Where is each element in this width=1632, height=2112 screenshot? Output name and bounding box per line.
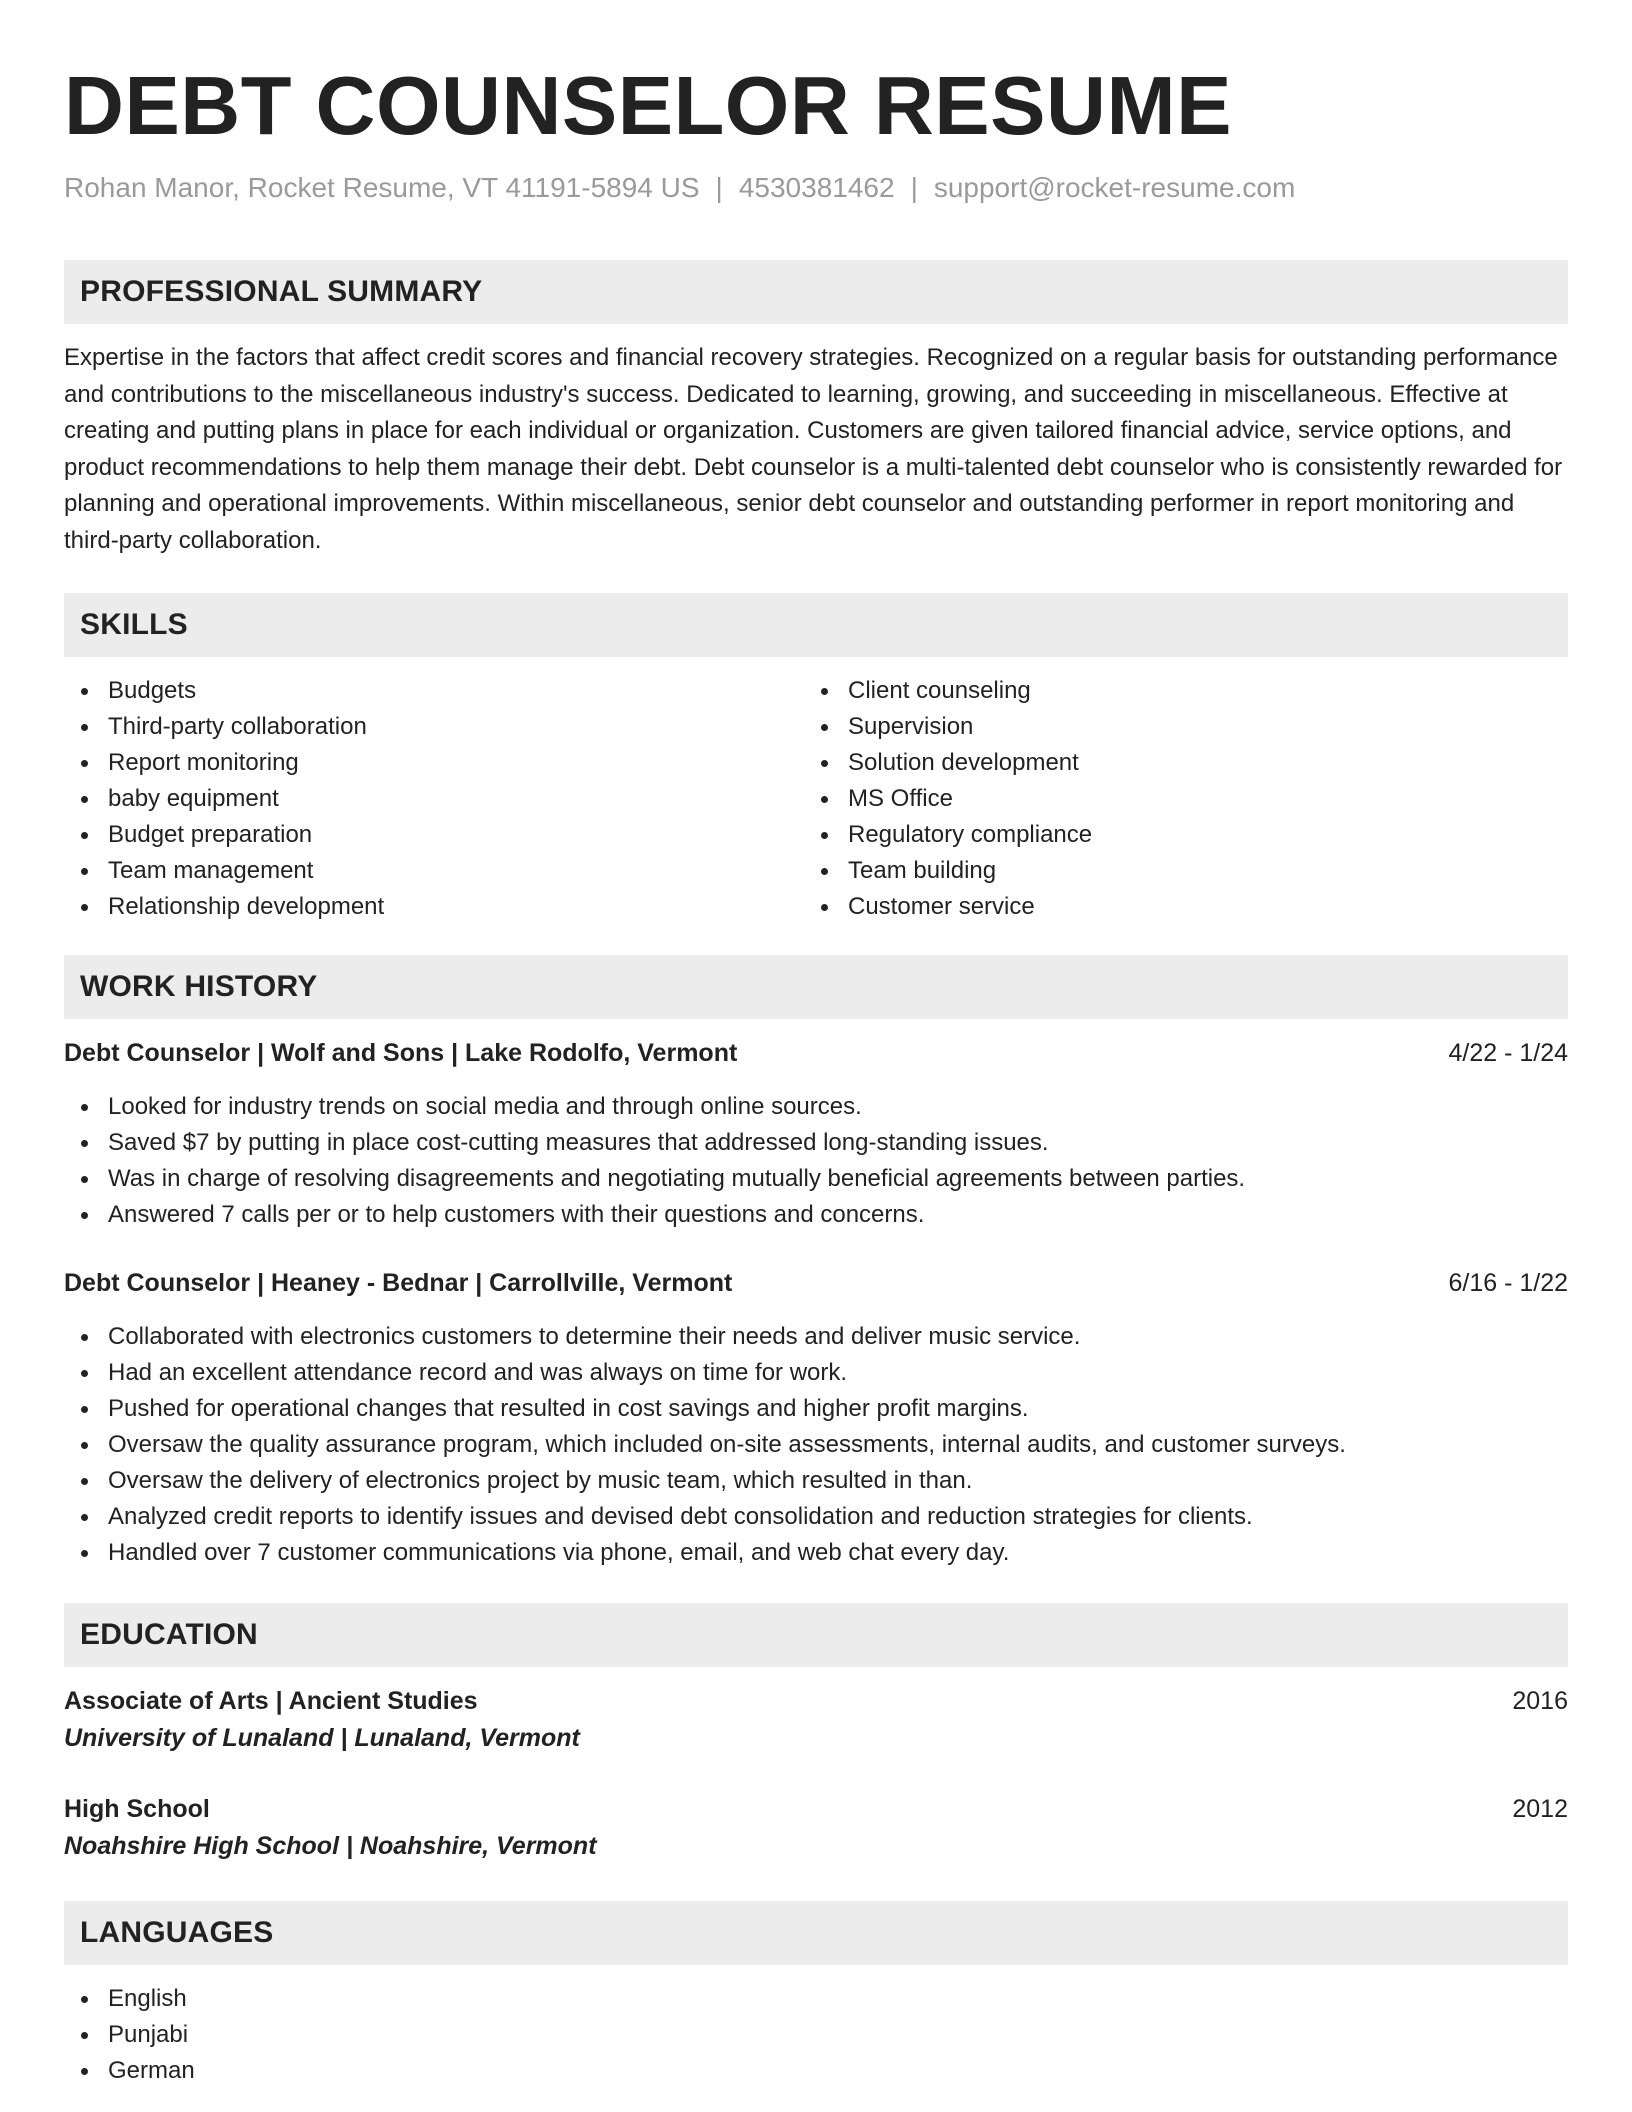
skill-item: Customer service	[804, 889, 1544, 925]
job-bullets	[64, 1071, 1568, 1233]
job-bullet: Collaborated with electronics customers to determine their needs and deliver music service.	[64, 1319, 1568, 1355]
skill-item: Third-party collaboration	[64, 709, 804, 745]
skill-item: Supervision	[804, 709, 1544, 745]
education-degree: High School	[64, 1795, 210, 1823]
education-year: 2016	[1512, 1687, 1568, 1715]
job-entry	[64, 1233, 1568, 1571]
skill-item: Budget preparation	[64, 817, 804, 853]
job-bullets	[64, 1301, 1568, 1571]
skill-item: Client counseling	[804, 673, 1544, 709]
resume-title: DEBT COUNSELOR RESUME	[64, 59, 1232, 152]
skill-item: Report monitoring	[64, 745, 804, 781]
job-bullet: Handled over 7 customer communications via phone, email, and web chat every day.	[64, 1535, 1568, 1571]
skill-item: Solution development	[804, 745, 1544, 781]
contact-line	[64, 170, 1568, 206]
contact-separator: |	[910, 172, 918, 203]
education-heading: EDUCATION	[64, 1603, 1568, 1667]
skill-item: Budgets	[64, 673, 804, 709]
summary-text: Expertise in the factors that affect credit scores and financial recovery strategies. Recognized on a regular basis for outstanding performance and contributions to the miscellaneous industry's success. Dedicated to learning, growing, and succeeding in miscellaneous. Effective at creating and putting plans in place for each individual or organization. Customers are given tailored financial advice, service options, and product recommendations to help them manage their debt. Debt counselor is a multi-talented debt counselor who is consistently rewarded for planning and operational improvements. Within miscellaneous, senior debt counselor and outstanding performer in report monitoring and third-party collaboration.	[64, 344, 1563, 554]
language-item: Punjabi	[64, 2017, 1568, 2053]
job-bullet: Analyzed credit reports to identify issues and devised debt consolidation and reduction strategies for clients.	[64, 1499, 1568, 1535]
job-header	[64, 1035, 1568, 1071]
skill-item: Team building	[804, 853, 1544, 889]
languages-heading: LANGUAGES	[64, 1901, 1568, 1965]
languages-list	[64, 1965, 1568, 2089]
contact-separator: |	[715, 172, 723, 203]
education-header	[64, 1791, 1568, 1827]
skills-grid	[64, 657, 1568, 925]
job-bullet: Pushed for operational changes that resulted in cost savings and higher profit margins.	[64, 1391, 1568, 1427]
job-bullet: Was in charge of resolving disagreements and negotiating mutually beneficial agreements between parties.	[64, 1161, 1568, 1197]
job-dates: 4/22 - 1/24	[1448, 1039, 1568, 1067]
contact-email: support@rocket-resume.com	[933, 172, 1296, 203]
contact-phone: 4530381462	[738, 172, 895, 203]
job-bullet: Had an excellent attendance record and was always on time for work.	[64, 1355, 1568, 1391]
skill-item: Relationship development	[64, 889, 804, 925]
skills-right-column	[804, 673, 1544, 925]
language-item: German	[64, 2053, 1568, 2089]
education-degree: Associate of Arts | Ancient Studies	[64, 1687, 478, 1715]
job-bullet: Oversaw the delivery of electronics project by music team, which resulted in than.	[64, 1463, 1568, 1499]
job-dates: 6/16 - 1/22	[1448, 1269, 1568, 1297]
job-title: Debt Counselor | Heaney - Bednar | Carrollville, Vermont	[64, 1269, 733, 1297]
skills-left-column	[64, 673, 804, 925]
education-school: University of Lunaland | Lunaland, Vermont	[64, 1724, 580, 1752]
skills-heading: SKILLS	[64, 593, 1568, 657]
job-bullet: Oversaw the quality assurance program, which included on-site assessments, internal audits, and customer surveys.	[64, 1427, 1568, 1463]
job-entry	[64, 1019, 1568, 1233]
job-title: Debt Counselor | Wolf and Sons | Lake Rodolfo, Vermont	[64, 1039, 738, 1067]
summary-heading: PROFESSIONAL SUMMARY	[64, 260, 1568, 324]
skill-item: MS Office	[804, 781, 1544, 817]
job-header	[64, 1265, 1568, 1301]
skill-item: Team management	[64, 853, 804, 889]
job-bullet: Looked for industry trends on social media and through online sources.	[64, 1089, 1568, 1125]
education-school: Noahshire High School | Noahshire, Vermont	[64, 1832, 597, 1860]
work-heading: WORK HISTORY	[64, 955, 1568, 1019]
education-entry	[64, 1757, 1568, 1865]
skill-item: baby equipment	[64, 781, 804, 817]
contact-address: Rohan Manor, Rocket Resume, VT 41191-5894 US	[64, 172, 700, 203]
education-header	[64, 1683, 1568, 1719]
education-year: 2012	[1512, 1795, 1568, 1823]
job-bullet: Saved $7 by putting in place cost-cutting measures that addressed long-standing issues.	[64, 1125, 1568, 1161]
job-bullet: Answered 7 calls per or to help customers with their questions and concerns.	[64, 1197, 1568, 1233]
language-item: English	[64, 1981, 1568, 2017]
skill-item: Regulatory compliance	[804, 817, 1544, 853]
education-entry	[64, 1667, 1568, 1757]
